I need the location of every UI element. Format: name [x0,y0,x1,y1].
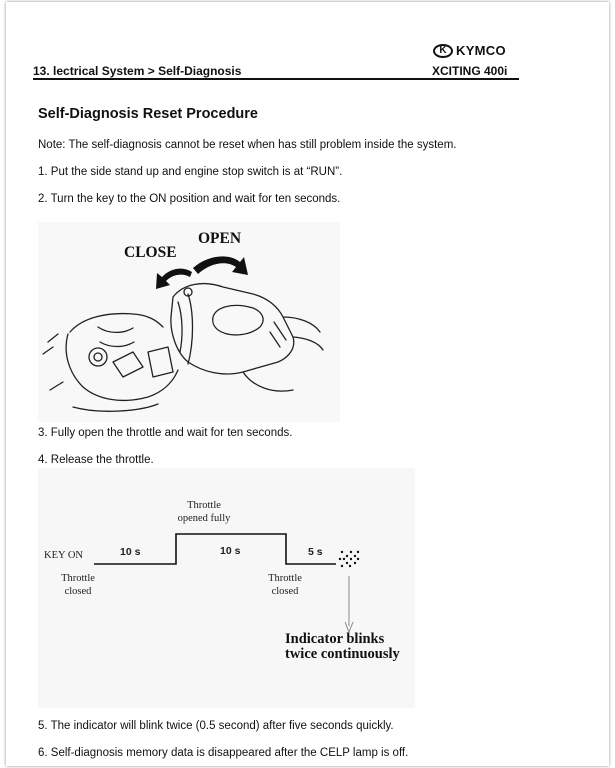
key-on-label: KEY ON [44,550,83,561]
cable-strokes [43,334,63,390]
note-text: Note: The self-diagnosis cannot be reset when has still problem inside the system. [38,139,457,151]
blink-dots [339,551,359,567]
grip-pad [213,305,263,335]
grip-end [283,317,323,350]
switch-block [113,352,143,377]
close-rotation-arrow [156,269,192,289]
switch-housing-lower [66,334,178,400]
third-interval-label: 5 s [308,546,323,558]
kymco-logo-icon: K [433,44,453,58]
brand-name: KYMCO [456,43,506,58]
key-switch-illustration [38,222,340,422]
throttle-opened-label [154,499,254,525]
step-6: 6. Self-diagnosis memory data is disappeared after the CELP lamp is off. [38,747,409,759]
step-1: 1. Put the side stand up and engine stop switch is at “RUN”. [38,166,343,178]
throttle-opened-line-1: Throttle [187,500,221,511]
throttle-closed-2-line-1: Throttle [268,573,302,584]
throttle-timing-diagram [38,468,415,708]
throttle-closed-2-line-2: closed [271,586,299,597]
first-interval-label: 10 s [120,546,141,558]
kymco-logo [433,43,506,58]
close-label: CLOSE [124,244,177,261]
indicator-blinks-label [285,632,400,662]
step-2: 2. Turn the key to the ON position and wait for ten seconds. [38,193,341,205]
step-5: 5. The indicator will blink twice (0.5 second) after five seconds quickly. [38,720,394,732]
open-label: OPEN [198,230,242,247]
indicator-blinks-line-2: twice continuously [285,646,400,662]
throttle-closed-label-1 [48,572,108,598]
model-name: XCITING 400i [432,64,508,78]
section-breadcrumb: 13. lectrical System > Self-Diagnosis [33,64,242,78]
step-4: 4. Release the throttle. [38,454,154,466]
throttle-opened-line-2: opened fully [177,513,231,524]
header-rule [33,78,519,80]
page-title: Self-Diagnosis Reset Procedure [38,106,258,122]
throttle-closed-1-line-2: closed [64,586,92,597]
second-interval-label: 10 s [220,545,241,557]
step-3: 3. Fully open the throttle and wait for ten seconds. [38,427,293,439]
switch-housing-top [70,314,163,332]
indicator-blinks-line-1: Indicator blinks [285,631,385,647]
throttle-closed-label-2 [255,572,315,598]
open-rotation-arrow [193,256,248,275]
throttle-closed-1-line-1: Throttle [61,573,95,584]
handlebar-drawing [38,222,340,422]
